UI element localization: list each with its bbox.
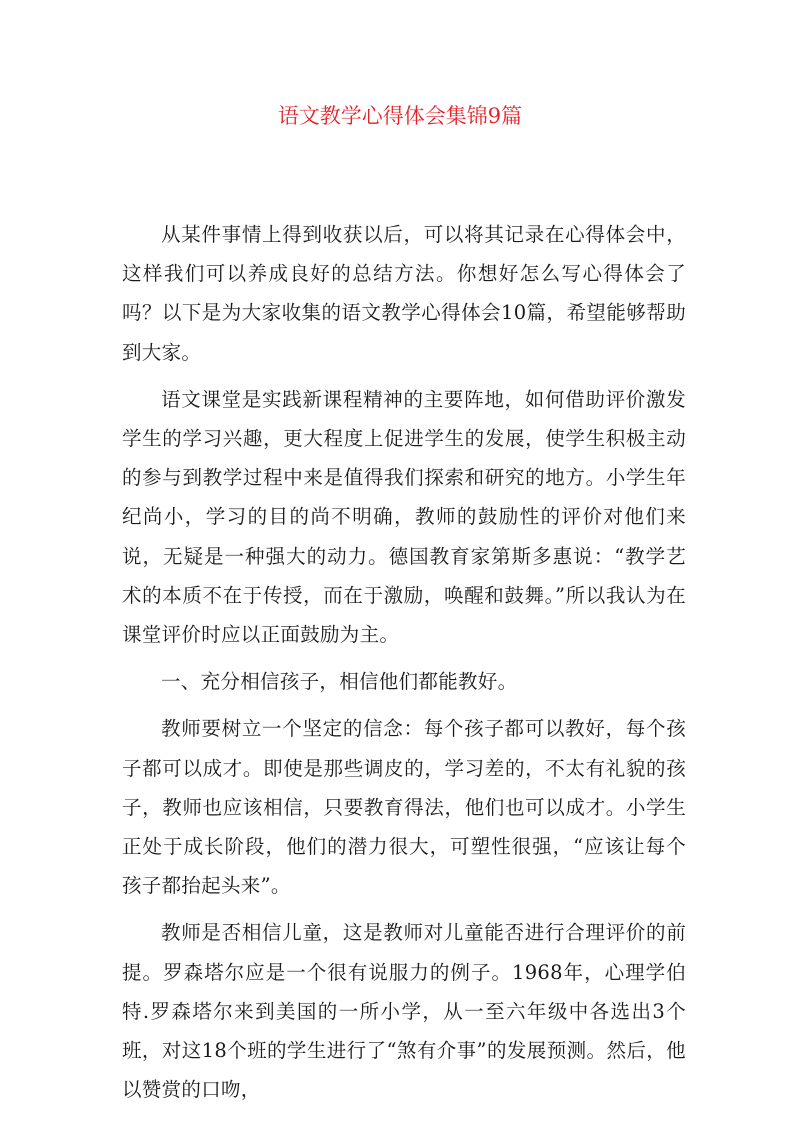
paragraph-intro: 从某件事情上得到收获以后，可以将其记录在心得体会中，这样我们可以养成良好的总结方法。你想好怎么写心得体会了吗？以下是为大家收集的语文教学心得体会10篇，希望能够帮助到大家。 (122, 223, 686, 364)
paragraph-classroom-evaluation: 语文课堂是实践新课程精神的主要阵地，如何借助评价激发学生的学习兴趣，更大程度上促进学生的发展，使学生积极主动的参与到教学过程中来是值得我们探索和研究的地方。小学生年纪尚小，学习的目的尚不明确，教师的鼓励性的评价对他们来说，无疑是一种强大的动力。德国教育家第斯多惠说：“教学艺术的本质不在于传授，而在于激励，唤醒和鼓舞。”所以我认为在课堂评价时应以正面鼓励为主。 (122, 387, 686, 647)
paragraph-rosenthal-example: 教师是否相信儿童，这是教师对儿童能否进行合理评价的前提。罗森塔尔应是一个很有说服力的例子。1968年，心理学伯特.罗森塔尔来到美国的一所小学，从一至六年级中各选出3个班，对这18个班的学生进行了“煞有介事”的发展预测。然后，他以赞赏的口吻， (122, 921, 686, 1102)
document-title: 语文教学心得体会集锦9篇 (277, 104, 523, 128)
paragraph-teacher-belief: 教师要树立一个坚定的信念：每个孩子都可以教好，每个孩子都可以成才。即使是那些调皮的，学习差的，不太有礼貌的孩子，教师也应该相信，只要教育得法，他们也可以成才。小学生正处于成长阶段，他们的潜力很大，可塑性很强，“应该让每个孩子都抬起头来”。 (122, 717, 686, 898)
section-heading-trust-children: 一、充分相信孩子，相信他们都能教好。 (161, 670, 518, 694)
document-body (122, 215, 686, 1117)
